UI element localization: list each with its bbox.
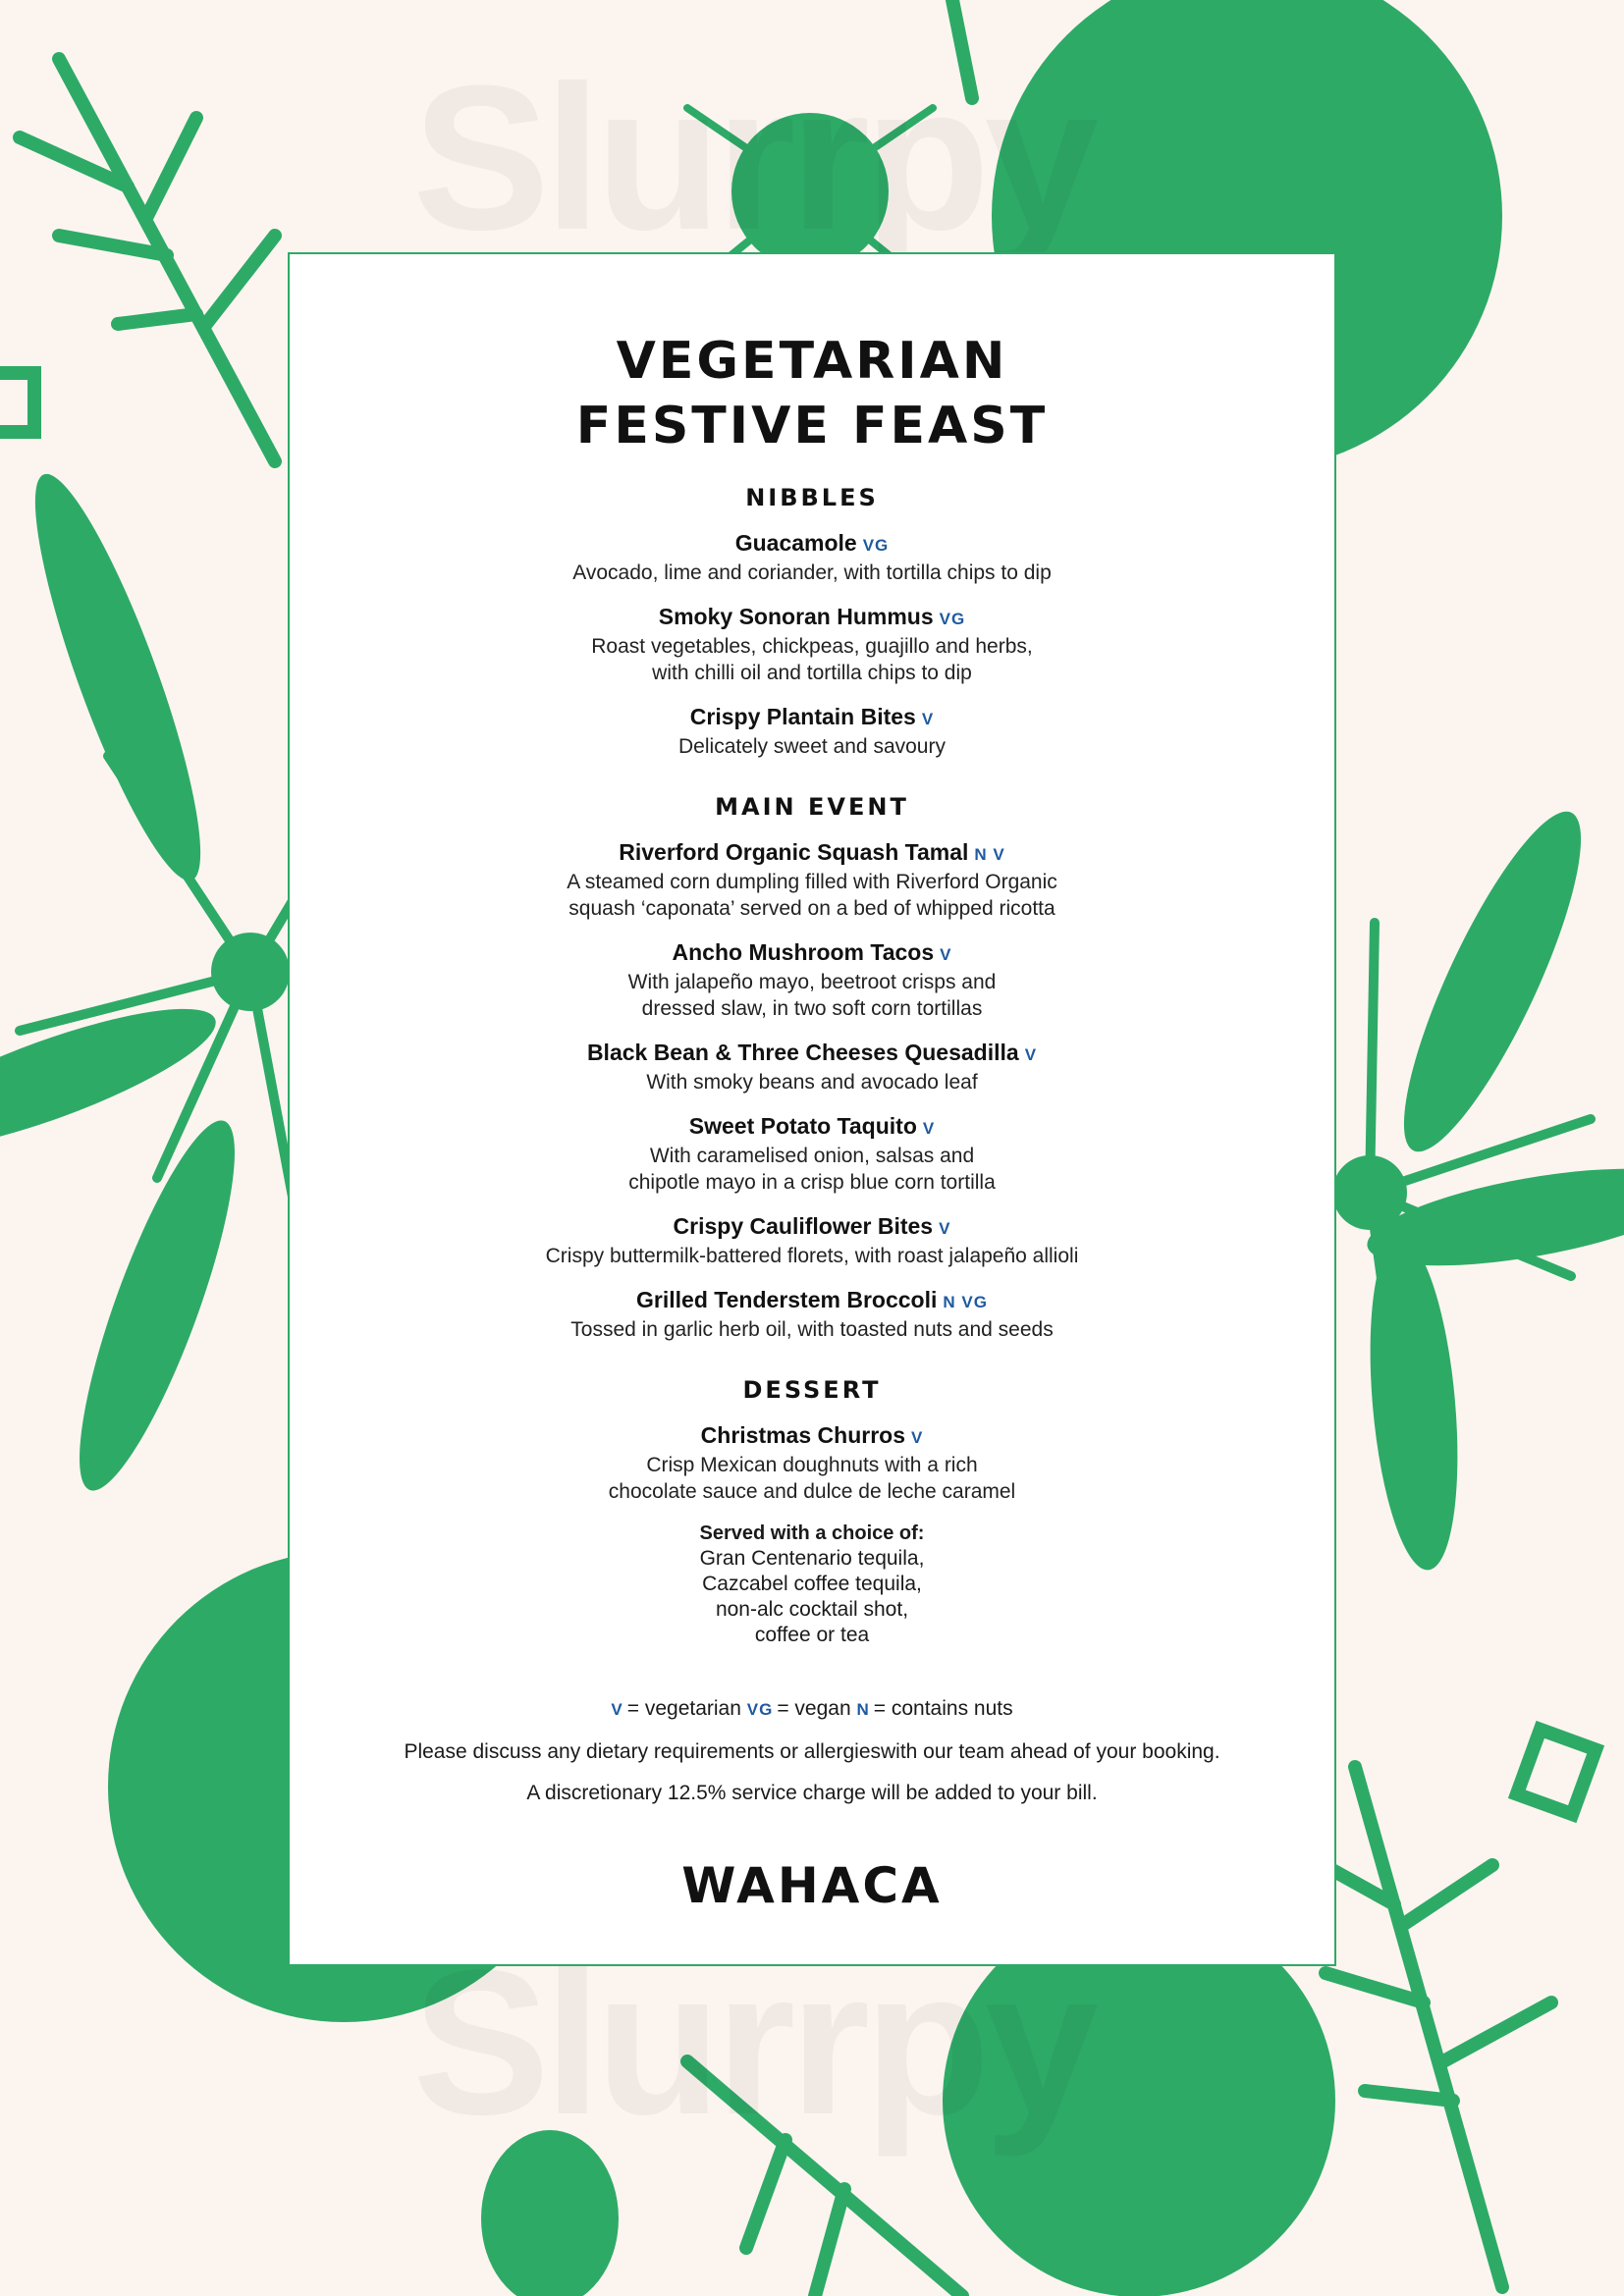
item-description: A steamed corn dumpling filled with Riverford Organic squash ‘caponata’ served on a bed of whipped ricotta xyxy=(567,871,1057,920)
legend-v-text: = vegetarian xyxy=(626,1697,741,1720)
legend-vg-text: = vegan xyxy=(777,1697,851,1720)
served-with-heading: Served with a choice of: xyxy=(699,1522,925,1544)
diet-tag: V xyxy=(1024,1045,1038,1064)
item-description: With jalapeño mayo, beetroot crisps and dressed slaw, in two soft corn tortillas xyxy=(627,971,997,1020)
menu-item xyxy=(290,938,1334,1022)
section-heading-dessert: DESSERT xyxy=(742,1376,882,1404)
item-name: Guacamole xyxy=(734,530,857,556)
brand-logo: WAHACA xyxy=(681,1857,943,1914)
diet-tag: N V xyxy=(974,845,1005,864)
item-description: Crisp Mexican doughnuts with a rich chocolate sauce and dulce de leche caramel xyxy=(608,1454,1016,1503)
section-heading-nibbles: NIBBLES xyxy=(745,484,879,511)
menu-title: VEGETARIAN FESTIVE FEAST xyxy=(575,332,1049,455)
legend-n-text: = contains nuts xyxy=(873,1697,1013,1720)
diet-tag: VG xyxy=(939,610,966,628)
served-with-list: Gran Centenario tequila, Cazcabel coffee tequila, non-alc cocktail shot, coffee or tea xyxy=(699,1547,925,1646)
diet-tag: VG xyxy=(862,536,890,555)
diet-tag: V xyxy=(940,945,952,964)
legend-n-tag: N xyxy=(856,1700,870,1719)
item-name: Crispy Plantain Bites xyxy=(689,704,916,729)
item-description: Roast vegetables, chickpeas, guajillo and herbs, with chilli oil and tortilla chips to dip xyxy=(591,635,1033,684)
menu-item xyxy=(290,1039,1334,1095)
menu-item xyxy=(290,838,1334,922)
item-name: Sweet Potato Taquito xyxy=(688,1113,917,1139)
diet-tag: V xyxy=(910,1428,924,1447)
item-name: Christmas Churros xyxy=(700,1422,905,1448)
diet-legend xyxy=(290,1695,1334,1723)
item-name: Smoky Sonoran Hummus xyxy=(658,604,934,629)
item-description: With caramelised onion, salsas and chipotle mayo in a crisp blue corn tortilla xyxy=(628,1145,996,1194)
served-with-block xyxy=(290,1521,1334,1648)
menu-item xyxy=(290,1112,1334,1196)
item-description: Crispy buttermilk-battered florets, with roast jalapeño allioli xyxy=(545,1245,1079,1267)
menu-item xyxy=(290,529,1334,586)
item-description: Avocado, lime and coriander, with tortilla chips to dip xyxy=(572,561,1052,584)
dietary-note: Please discuss any dietary requirements or allergieswith our team ahead of your booking. xyxy=(404,1740,1220,1763)
service-charge-note: A discretionary 12.5% service charge will be added to your bill. xyxy=(526,1782,1098,1804)
menu-item xyxy=(290,1212,1334,1269)
legend-v-tag: V xyxy=(611,1700,623,1719)
item-description: Tossed in garlic herb oil, with toasted nuts and seeds xyxy=(570,1318,1054,1341)
item-description: Delicately sweet and savoury xyxy=(678,735,946,758)
menu-item xyxy=(290,1286,1334,1343)
menu-item xyxy=(290,703,1334,760)
legend-vg-tag: VG xyxy=(746,1700,774,1719)
item-name: Ancho Mushroom Tacos xyxy=(672,939,935,965)
section-heading-main-event: MAIN EVENT xyxy=(715,793,909,821)
menu-item xyxy=(290,603,1334,686)
menu-item xyxy=(290,1421,1334,1505)
menu-card xyxy=(288,252,1336,1966)
watermark-top xyxy=(412,39,1093,277)
diet-tag: V xyxy=(939,1219,951,1238)
diet-tag: V xyxy=(921,710,935,728)
item-description: With smoky beans and avocado leaf xyxy=(646,1071,978,1094)
item-name: Crispy Cauliflower Bites xyxy=(673,1213,934,1239)
item-name: Black Bean & Three Cheeses Quesadilla xyxy=(586,1040,1019,1065)
item-name: Riverford Organic Squash Tamal xyxy=(619,839,969,865)
item-name: Grilled Tenderstem Broccoli xyxy=(636,1287,938,1312)
diet-tag: N VG xyxy=(943,1293,988,1311)
diet-tag: V xyxy=(922,1119,936,1138)
